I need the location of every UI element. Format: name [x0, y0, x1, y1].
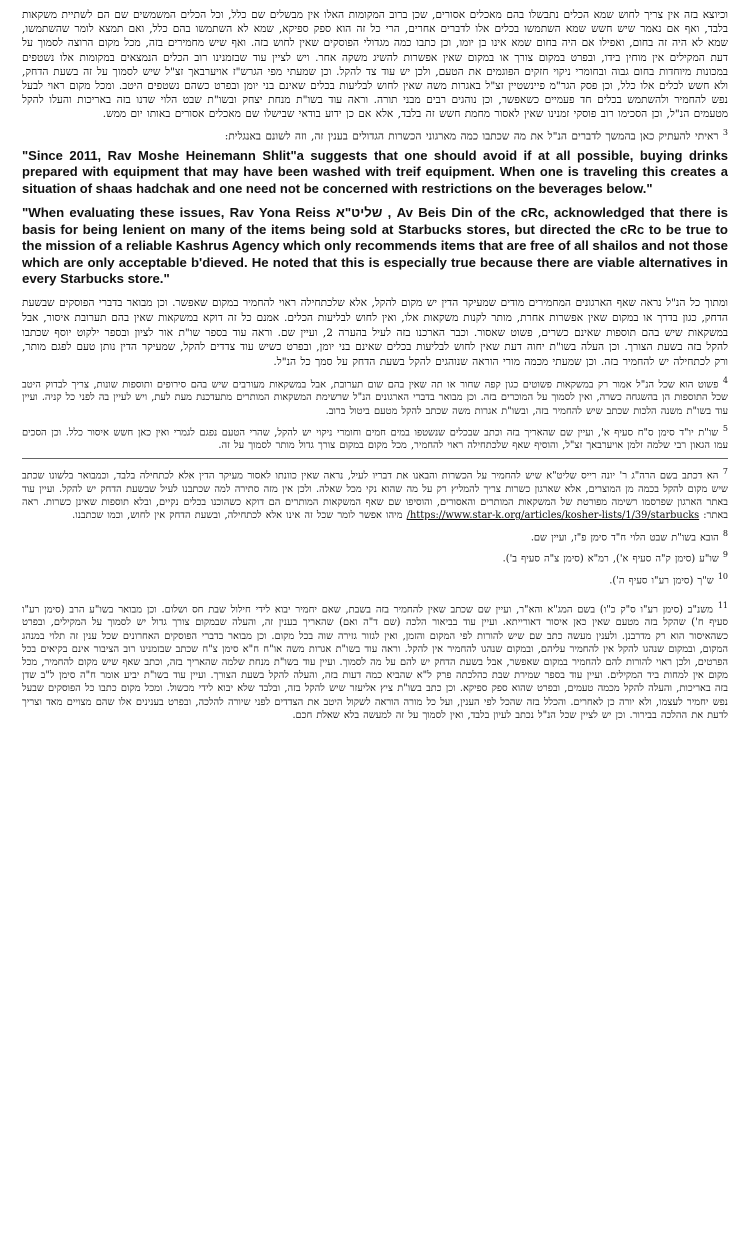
footnote-3	[22, 126, 728, 144]
footnote-11	[22, 599, 728, 722]
footnote-marker: 9	[722, 550, 728, 560]
footnote-8	[22, 527, 728, 544]
footnote-marker: 5	[722, 423, 728, 433]
footnote-text: הובא בשו"ת שבט הלוי ח"ד סימן פ"ז, ועיין שם.	[530, 531, 719, 543]
footnote-marker: 3	[722, 127, 728, 137]
footnote-text: משנ"ב (סימן רע"ו ס"ק כ"ו) בשם המג"א והא"ר, ועיין שם שכתב שאין להחמיר בזה בשבת, שאם יחמיר יבוא לידי חילול שבת חס ושלום. וכן מבואר בשו"ע הרב (סימן רע"ו סעיף ח') שהקל בזה מטעם שאין כאן איסור דאורייתא. ועיין עוד בביאור הלכה (שם ד"ה ואם) שהאריך בענין זה, והעלה שבמקום צורך גדול יש לסמוך על המקילים, ובפרט כשהאיסור הוא רק מדרבנן. ולענין מעשה כתב שם שיש להורות לפי המקום והזמן, ואין לגזור גזירה שוה בכל מקום. וכן מבואר בדברי הפוסקים האחרונים שכל ענין זה תלוי במנהג המקום, ובמקום שנהגו להקל אין להחמיר עליהם, ובמקום שנהגו להחמיר אין להקל. וראה עוד בשו"ת אגרות משה או"ח ח"א סימן צ"ח שכתב שבזמנינו רוב הציבור אינם בקיאים בכל הפרטים, ולכן ראוי להורות להם להחמיר במקום שאפשר, אבל בשעת הדחק יש להם על מה לסמוך. ועיין עוד בשו"ת מנחת שלמה שהאריך בזה, וכתב שאף שיש מקום להחמיר, מכל מקום אין למחות ביד המקילים. ועיין עוד בספר שמירת שבת כהלכתה פרק ל"א שהביא כמה דעות בזה, והעלה להקל בשעת הצורך. ועיין עוד בשו"ת יביע אומר ח"ה סימן ל"ב שדן בזה באריכות, והעלה להקל מכמה טעמים, ובפרט שהוא ספק ספיקא. וכן כתב בשו"ת ציץ אליעזר שיש להקל בזה, ובלבד שלא יבוא לידי מכשול. ומכל מקום כתבו כל הפוסקים שבעל נפש יחמיר לעצמו, ולא יורה כן לאחרים. והכלל בזה שהכל לפי הענין, ועל כל מורה הוראה לשקול היטב את הצדדים לפני שיורה להלכה, ובפרט בענינים אלו שהם מצויים מאד וצריך לדעת את ההלכה בבירור. וכן יש לציין שכל הנ"ל נכתב לעיון בלבד, ואין לסמוך על זה למעשה בלא שאלת חכם.	[22, 604, 728, 721]
footnote-text: פשוט הוא שכל הנ"ל אמור רק במשקאות פשוטים כגון קפה שחור או תה שאין בהם שום תערובת, אבל במשקאות מעורבים שיש בהם סירופים ותוספות שונות, צריך לבדוק היטב שכל התוספות הן בהשגחה כשרה, ואין לסמוך על המוכרים בזה. וכן מבואר בדברי הארגונים הנ"ל שרשימת המשקאות המותרים מתעדכנת מעת לעת, ויש לעיין בה לפני כל קניה. ועיין עוד בשו"ת משנה הלכות שכתב שיש להחמיר בזה, ובשו"ת אגרות משה שכתב להקל מטעם ביטול ברוב.	[22, 379, 728, 417]
footnote-10	[22, 570, 728, 587]
footnote-text: ש"ך (סימן רע"ו סעיף ה').	[609, 574, 714, 586]
footnote-text: הא דכתב בשם הרה"ג ר' יונה רייס שליט"א שיש להחמיר על הכשרות והבאנו את דבריו לעיל, נראה שאין כוונתו לאסור מעיקר הדין אלא לכתחילה בלבד, וכמבואר בלשונו שכתב שיש מקום להקל בכמה מן המוצרים, אלא שארגון כשרות צריך להמליץ רק על מה שהוא נקי מכל שאלה. ולכן אין מזה סתירה למה שכתבנו לעיל שבשעת הדחק יש להקל. ועיין עוד באתר הארגון שפרסמו רשימה מפורטת של המשקאות המותרים והאסורים, והוסיפו שם שאף המשקאות המותרים הם דוקא כשהוכנו בכלים נקיים, ובלא תוספות שאינן כשרות. ראה באתר:	[22, 470, 728, 522]
star-k-link[interactable]: https://www.star-k.org/articles/kosher-lists/1/39/starbucks/	[406, 510, 700, 522]
footnote-marker: 7	[722, 467, 728, 477]
top-paragraph: וכיוצא בזה אין צריך לחוש שמא הכלים נתבשלו בהם מאכלים אסורים, שכן ברוב המקומות האלו אין מבשלים שם כלל, וכל הכלים המשמשים שם הם לשתיית משקאות בלבד, ואף אם נאמר שיש חשש שמא השתמשו בכלים אלו לדברים אחרים, הרי כל זה הוא ספק ספיקא, שמא לא השתמשו בהם כלל, ואם תמצא לומר שהשתמשו, שמא לא היה זה בחום, ואפילו אם היה בחום שמא אינו בן יומו, וכן כתבו כמה מגדולי הפוסקים שאין לחוש בזה. ואף שיש מחמירים בזה, מכל מקום הרוצה לסמוך על דעת המקילים אין מוחין בידו, ובפרט במקום צורך או במקום שאין אפשרות להשיג משקה אחר. ויש לציין עוד שבזמנינו רוב הכלים הנמצאים במקומות אלו נשטפים במכונות מיוחדות בחום גבוה ובחומרי ניקוי חזקים הפוגמים את הטעם, ולכן יש עוד צד להקל. וכן שמעתי מפי הגרש"ז אויערבאך זצ"ל שיש לסמוך על זה בשעת הדחק, ולא חשש לכלים אלו כלל, וכן פסק הגר"מ פיינשטיין זצ"ל באגרות משה שאין לחוש לבליעות בכלים שאינם בני יומן ובפרט כשהם נשטפים היטב. ומכל מקום ראוי לבעל נפש להחמיר ולהשתמש בכלים חד פעמיים כשאפשר, וכן נוהגים רבים מבני תורה. וראה עוד בשו"ת מנחת יצחק ובשו"ת שבט הלוי שדנו בזה באריכות והעלו להקל מטעמים הנ"ל, וכן הסכימו רוב פוסקי זמנינו שאין לאסור מחמת חשש זה בלבד, אלא אם כן ידוע בודאי שבישלו שם מאכלים אסורים באותו יום ממש.	[22, 9, 728, 121]
footnote-marker: 10	[717, 571, 728, 581]
footnote-text: שו"ע (סימן ק"ה סעיף א'), רמ"א (סימן צ"ה סעיף ב').	[502, 553, 719, 565]
footnote-marker: 8	[722, 528, 728, 538]
footnote-marker: 11	[717, 600, 728, 610]
footnote-marker: 4	[722, 375, 728, 385]
footnote-text-after: מיהו אפשר לומר שכל זה אינו אלא לכתחילה, ובשעת הדחק אין לחוש, וכמו שכתבנו.	[72, 510, 403, 522]
footnote-7	[22, 465, 728, 522]
middle-paragraph: ומתוך כל הנ"ל נראה שאף הארגונים המחמירים מודים שמעיקר הדין יש מקום להקל, אלא שלכתחילה ראוי להחמיר במקום שאפשר. וכן מבואר בדברי הפוסקים שבשעת הדחק, כגון בדרך או במקום שאין אפשרות אחרת, מותר לקנות משקאות אלו, ואין לחוש לבליעות הכלים. אמנם כל זה דוקא במשקאות שאין בהם תערובת איסור, אבל במשקאות שיש בהם תוספות שאינם כשרים, פשוט שאסור. וכבר הארכנו בזה לעיל בהערה 2, ועיין שם. וראה עוד בספר שו"ת אור לציון ובספר ילקוט יוסף שכתבו להקל בזה בשעת הצורך. וכן העלה בשו"ת יחוה דעת שאין לחוש לבליעות בכלים שאינם בני יומן, ובפרט כשיש עוד צדדים להקל, שמעיקר הדין נותן טעם לפגם מותר, ורק לכתחילה יש להחמיר בזה. וכן שמעתי מכמה מורי הוראה שנוהגים להקל בשעת הדחק על סמך כל הנ"ל.	[22, 296, 728, 369]
footnote-text: ראיתי להעתיק כאן בהמשך לדברים הנ"ל את מה שכתבו כמה מארגוני הכשרות הגדולים בענין זה, וזה לשונם באנגלית:	[224, 130, 719, 143]
footnote-4	[22, 374, 728, 418]
footnote-text: שו"ת יו"ד סימן ס"ח סעיף א', ועיין שם שהאריך בזה וכתב שבכלים שנשטפו במים חמים וחומרי ניקוי יש להקל, שהרי הטעם נפגם לגמרי ואין כאן חשש איסור כלל. וכן הסכים עמו הגאון רבי שלמה זלמן אויערבאך זצ"ל, והוסיף שאף שלכתחילה ראוי להחמיר, מכל מקום במקום צורך גדול מותר לסמוך על זה.	[22, 427, 728, 452]
section-divider	[22, 458, 728, 459]
footnote-5	[22, 422, 728, 453]
english-quote-reiss: "When evaluating these issues, Rav Yona Reiss שליט"א , Av Beis Din of the cRc, acknowledged that there is basis for being lenient on many of the items being sold at Starbucks stores, but directed the cRc to be true to the mission of a reliable Kashrus Agency which only recommends items that are free of all shailos and not those which are only acceptable b'dieved. He noted that this is especially true because there are viable alternatives in every Starbucks store."	[22, 205, 728, 287]
footnote-9	[22, 548, 728, 565]
english-quote-heinemann: "Since 2011, Rav Moshe Heinemann Shlit"a suggests that one should avoid if at all possible, buying drinks prepared with equipment that may have been washed with treif equipment. When one is traveling this creates a situation of shaas hadchak and one need not be concerned with restrictions on the beverages below."	[22, 147, 728, 196]
